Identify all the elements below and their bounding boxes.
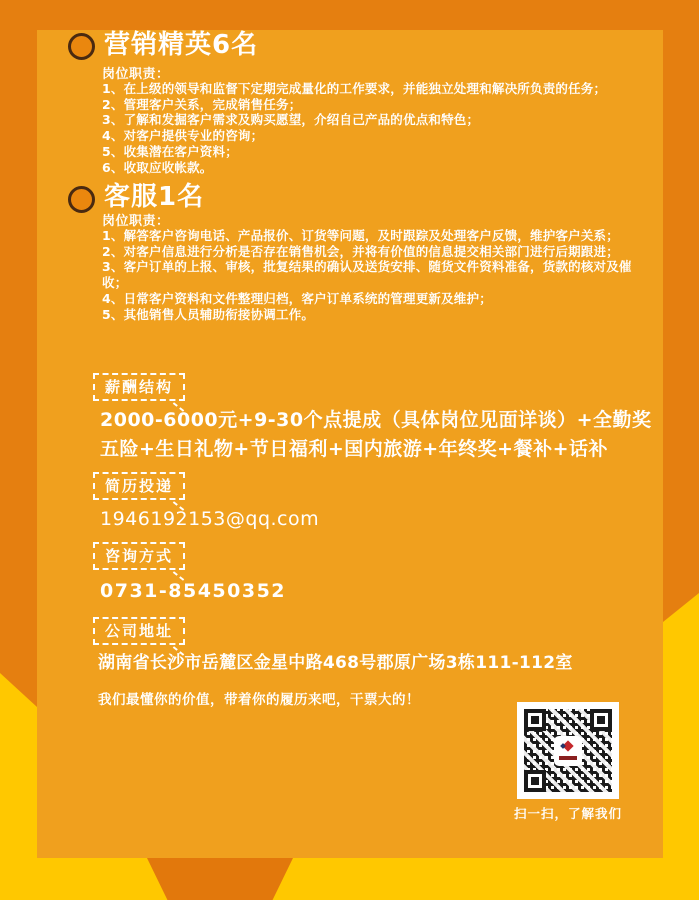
orange-triangle-decoration — [147, 858, 293, 900]
qr-caption: 扫一扫，了解我们 — [513, 806, 622, 821]
qr-center-logo-icon — [556, 738, 580, 764]
duty-item: 2、对客户信息进行分析是否存在销售机会，并将有价值的信息提交相关部门进行后期跟进； — [102, 243, 619, 259]
salary-detail — [100, 406, 652, 464]
contact-method-badge: 咨询方式 — [93, 542, 185, 570]
duties-list-customer-service — [102, 228, 650, 322]
salary-line-1: 2000-6000元+9-30个点提成（具体岗位见面详谈）+全勤奖 — [100, 409, 652, 431]
duty-item: 5、其他销售人员辅助衔接协调工作。 — [102, 306, 315, 322]
duty-item: 5、收集潜在客户资料； — [102, 143, 238, 159]
duty-item: 1、在上级的领导和监督下定期完成量化的工作要求，并能独立处理和解决所负责的任务； — [102, 81, 607, 96]
email-address: 1946192153@qq.com — [100, 508, 320, 530]
duties-list-marketing — [102, 81, 647, 175]
tagline-text: 我们最懂你的价值，带着你的履历来吧，干票大的！ — [98, 692, 420, 708]
duty-item: 1、解答客户咨询电话、产品报价、订货等问题，及时跟踪及处理客户反馈，维护客户关系； — [102, 228, 619, 243]
duties-label: 岗位职责： — [102, 214, 170, 229]
section-title-marketing: 营销精英6名 — [104, 30, 259, 60]
bullet-circle-icon — [68, 186, 95, 213]
qr-code-pattern — [524, 709, 612, 792]
salary-structure-badge: 薪酬结构 — [93, 373, 185, 401]
duty-item: 4、日常客户资料和文件整理归档，客户订单系统的管理更新及维护； — [102, 290, 492, 306]
duty-item: 6、收取应收帐款。 — [102, 159, 213, 175]
duty-item: 3、了解和发掘客户需求及购买愿望，介绍自己产品的优点和特色； — [102, 112, 480, 128]
qr-finder-icon — [590, 709, 612, 731]
duties-label: 岗位职责： — [102, 67, 170, 82]
yellow-band-bottom-decoration — [0, 858, 699, 900]
company-address-badge: 公司地址 — [93, 617, 185, 645]
qr-code — [517, 702, 619, 799]
duty-item: 3、客户订单的上报、审核，批复结果的确认及送货安排、随货文件资料准备，货款的核对及催收； — [102, 259, 632, 291]
resume-delivery-badge: 简历投递 — [93, 472, 185, 500]
yellow-strip-right-decoration — [663, 593, 699, 900]
company-address-text: 湖南省长沙市岳麓区金星中路468号郡原广场3栋111-112室 — [98, 653, 573, 673]
salary-line-2: 五险+生日礼物+节日福利+国内旅游+年终奖+餐补+话补 — [100, 438, 609, 460]
bullet-circle-icon — [68, 33, 95, 60]
qr-finder-icon — [524, 770, 546, 792]
qr-finder-icon — [524, 709, 546, 731]
duty-item: 2、管理客户关系，完成销售任务； — [102, 96, 302, 112]
duty-item: 4、对客户提供专业的咨询； — [102, 128, 264, 144]
phone-number: 0731-85450352 — [100, 580, 287, 602]
section-title-customer-service: 客服1名 — [104, 182, 205, 212]
